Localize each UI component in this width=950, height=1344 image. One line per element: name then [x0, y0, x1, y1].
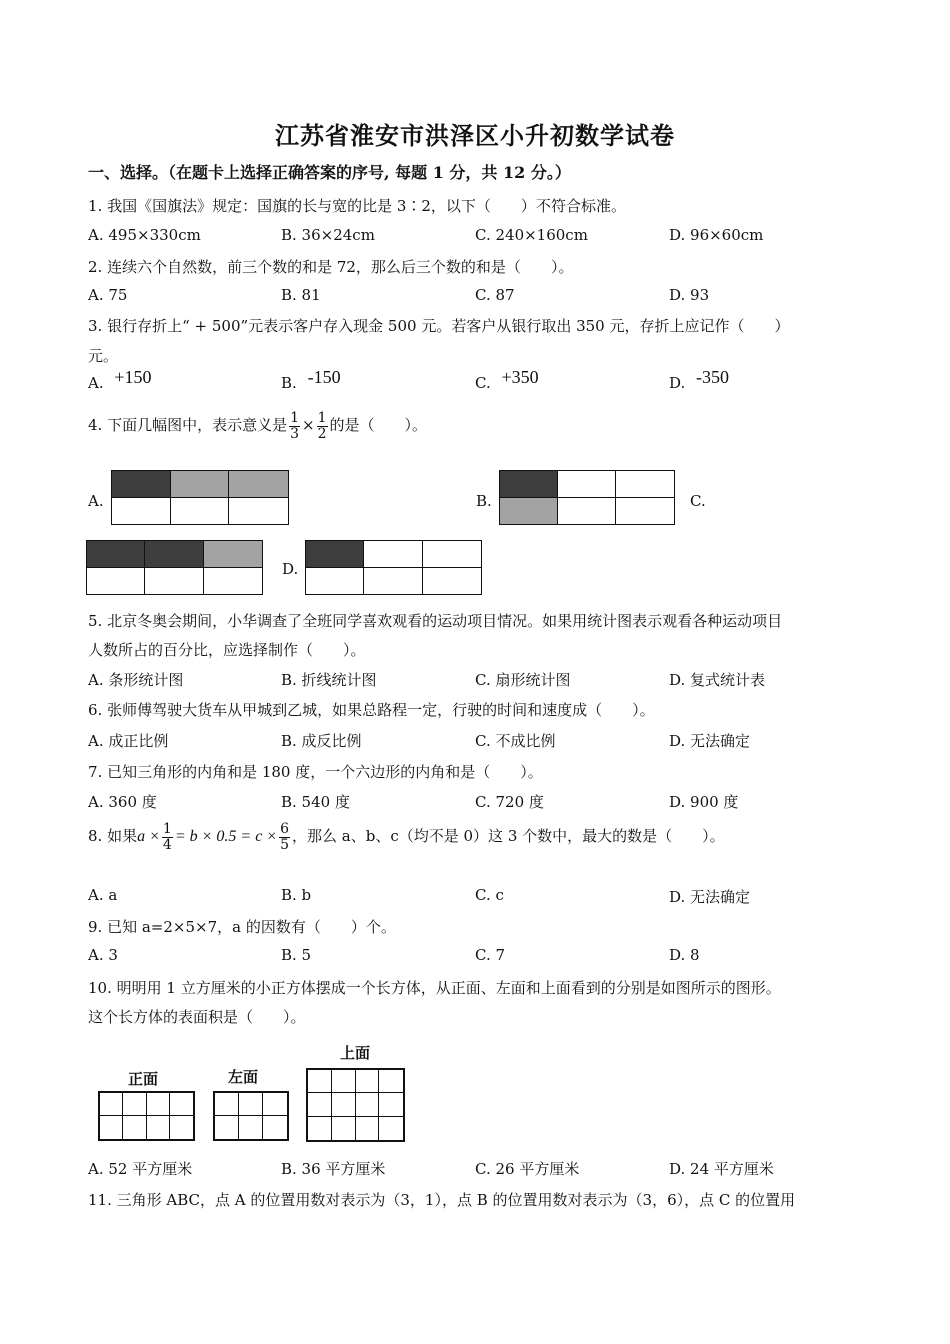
q3-option-c	[475, 367, 539, 393]
q3-option-c-value: +350	[501, 367, 539, 387]
grid-cell	[239, 1093, 263, 1116]
q4-fraction-2-denominator: 2	[317, 425, 327, 442]
question-5-line1: 5. 北京冬奥会期间，小华调查了全班同学喜欢观看的运动项目情况。如果用统计图表示观看各种运动项目	[88, 612, 783, 630]
grid-cell	[308, 1093, 332, 1116]
grid-cell	[100, 1093, 123, 1116]
q4-figure-d	[305, 540, 482, 595]
grid-cell	[356, 1093, 380, 1116]
q4-fraction-2	[317, 411, 328, 441]
grid-cell	[100, 1116, 123, 1139]
q8-fraction-2-denominator: 5	[280, 836, 290, 853]
q8-suffix: ，那么 a、b、c（均不是 0）这 3 个数中，最大的数是（ ）。	[292, 827, 725, 846]
grid-cell	[616, 498, 674, 525]
view-top-grid	[306, 1068, 405, 1142]
q8-prefix: 8. 如果	[88, 827, 138, 846]
q4-times-sign: ×	[302, 416, 315, 435]
view-top-label: 上面	[340, 1044, 371, 1062]
question-10-line1: 10. 明明用 1 立方厘米的小正方体摆成一个长方体，从正面、左面和上面看到的分别是如图所示的图形。	[88, 979, 781, 997]
grid-cell-shaded-light	[229, 471, 288, 498]
grid-cell	[332, 1117, 356, 1140]
q3-option-b	[281, 367, 341, 393]
q3-option-a-letter: A.	[88, 374, 104, 392]
grid-cell	[558, 498, 616, 525]
grid-cell-shaded-dark	[112, 471, 171, 498]
grid-cell-shaded-light	[204, 541, 262, 568]
q2-option-a: A. 75	[88, 286, 128, 304]
grid-cell	[332, 1093, 356, 1116]
grid-cell	[308, 1117, 332, 1140]
grid-cell	[171, 498, 230, 525]
q4-prefix: 4. 下面几幅图中，表示意义是	[88, 416, 288, 435]
grid-cell	[308, 1070, 332, 1093]
grid-cell	[215, 1093, 239, 1116]
q4-figure-d-label: D.	[282, 560, 299, 578]
q7-option-a: A. 360 度	[88, 793, 157, 811]
q8-equation-a: a ×	[137, 828, 160, 846]
page-title: 江苏省淮安市洪泽区小升初数学试卷	[275, 121, 675, 150]
question-7: 7. 已知三角形的内角和是 180 度，一个六边形的内角和是（ ）。	[88, 763, 543, 781]
grid-cell	[364, 568, 422, 595]
q5-option-c: C. 扇形统计图	[475, 671, 571, 689]
q8-fraction-2	[279, 822, 290, 852]
grid-cell	[616, 471, 674, 498]
q3-option-c-letter: C.	[475, 374, 491, 392]
q10-option-a: A. 52 平方厘米	[88, 1160, 193, 1178]
q4-figure-c-label: C.	[690, 492, 706, 510]
grid-cell	[364, 541, 422, 568]
question-4	[88, 411, 427, 441]
grid-cell	[170, 1093, 193, 1116]
q10-option-c: C. 26 平方厘米	[475, 1160, 580, 1178]
grid-cell	[332, 1070, 356, 1093]
q8-option-d: D. 无法确定	[669, 888, 751, 906]
q3-option-d	[669, 367, 730, 393]
q10-option-b: B. 36 平方厘米	[281, 1160, 386, 1178]
view-left-grid	[213, 1091, 289, 1141]
q6-option-b: B. 成反比例	[281, 732, 362, 750]
q4-figure-b	[499, 470, 675, 525]
q6-option-c: C. 不成比例	[475, 732, 556, 750]
q3-option-d-letter: D.	[669, 374, 686, 392]
q4-figure-a	[111, 470, 289, 525]
q1-option-d: D. 96×60cm	[669, 226, 764, 244]
q7-option-b: B. 540 度	[281, 793, 350, 811]
q8-fraction-1-denominator: 4	[162, 836, 172, 853]
question-3-line2: 元。	[88, 347, 119, 365]
q3-option-b-letter: B.	[281, 374, 297, 392]
question-10-line2: 这个长方体的表面积是（ ）。	[88, 1008, 306, 1026]
grid-cell	[306, 568, 364, 595]
grid-cell	[558, 471, 616, 498]
grid-cell	[379, 1070, 403, 1093]
view-left-label: 左面	[228, 1068, 259, 1086]
question-2: 2. 连续六个自然数，前三个数的和是 72，那么后三个数的和是（ ）。	[88, 258, 574, 276]
q4-fraction-1-denominator: 3	[290, 425, 300, 442]
grid-cell	[147, 1093, 170, 1116]
q9-option-b: B. 5	[281, 946, 312, 964]
q8-fraction-1-numerator: 1	[162, 821, 172, 837]
grid-cell	[123, 1093, 146, 1116]
q6-option-d: D. 无法确定	[669, 732, 751, 750]
q2-option-b: B. 81	[281, 286, 321, 304]
q9-option-d: D. 8	[669, 946, 700, 964]
question-5-line2: 人数所占的百分比，应选择制作（ ）。	[88, 641, 366, 659]
grid-cell	[356, 1070, 380, 1093]
question-1: 1. 我国《国旗法》规定：国旗的长与宽的比是 3∶2，以下（ ）不符合标准。	[88, 197, 626, 215]
q3-option-a	[88, 367, 152, 393]
q3-option-d-value: -350	[696, 367, 730, 387]
q4-fraction-2-numerator: 1	[317, 410, 327, 426]
grid-cell	[423, 568, 481, 595]
grid-cell	[263, 1093, 287, 1116]
grid-cell	[423, 541, 481, 568]
q3-option-a-value: +150	[114, 367, 152, 387]
q4-figure-c	[86, 540, 263, 595]
q4-figure-a-label: A.	[88, 492, 104, 510]
grid-cell-shaded-light	[500, 498, 558, 525]
q6-option-a: A. 成正比例	[88, 732, 169, 750]
question-11: 11. 三角形 ABC，点 A 的位置用数对表示为（3，1），点 B 的位置用数对表示为（3，6），点 C 的位置用	[88, 1191, 796, 1209]
grid-cell-shaded-dark	[306, 541, 364, 568]
grid-cell	[204, 568, 262, 595]
view-front-grid	[98, 1091, 195, 1141]
q4-fraction-1-numerator: 1	[290, 410, 300, 426]
grid-cell	[356, 1117, 380, 1140]
q8-equation-b: = b × 0.5 = c ×	[174, 828, 278, 846]
question-3-line1: 3. 银行存折上“ + 500”元表示客户存入现金 500 元。若客户从银行取出 350 元，存折上应记作（ ）	[88, 317, 790, 335]
q5-option-d: D. 复式统计表	[669, 671, 766, 689]
q4-suffix: 的是（ ）。	[329, 416, 428, 435]
q9-option-a: A. 3	[88, 946, 118, 964]
q8-option-c: C. c	[475, 886, 504, 904]
grid-cell	[145, 568, 203, 595]
grid-cell	[147, 1116, 170, 1139]
grid-cell	[87, 568, 145, 595]
q1-option-c: C. 240×160cm	[475, 226, 588, 244]
q1-option-b: B. 36×24cm	[281, 226, 375, 244]
question-8	[88, 822, 725, 852]
grid-cell	[379, 1093, 403, 1116]
q8-fraction-1	[162, 822, 173, 852]
grid-cell-shaded-dark	[87, 541, 145, 568]
section-heading: 一、选择。（在题卡上选择正确答案的序号, 每题 1 分，共 12 分。）	[88, 163, 571, 182]
q2-option-d: D. 93	[669, 286, 710, 304]
q8-option-a: A. a	[88, 886, 118, 904]
q7-option-c: C. 720 度	[475, 793, 544, 811]
grid-cell	[112, 498, 171, 525]
view-front-label: 正面	[128, 1070, 159, 1088]
q2-option-c: C. 87	[475, 286, 515, 304]
grid-cell	[379, 1117, 403, 1140]
question-6: 6. 张师傅驾驶大货车从甲城到乙城，如果总路程一定，行驶的时间和速度成（ ）。	[88, 701, 655, 719]
grid-cell	[215, 1116, 239, 1139]
grid-cell	[123, 1116, 146, 1139]
grid-cell	[239, 1116, 263, 1139]
q5-option-a: A. 条形统计图	[88, 671, 184, 689]
q9-option-c: C. 7	[475, 946, 506, 964]
grid-cell-shaded-dark	[145, 541, 203, 568]
grid-cell	[229, 498, 288, 525]
q5-option-b: B. 折线统计图	[281, 671, 377, 689]
q8-fraction-2-numerator: 6	[280, 821, 290, 837]
q7-option-d: D. 900 度	[669, 793, 739, 811]
grid-cell	[263, 1116, 287, 1139]
q8-option-b: B. b	[281, 886, 312, 904]
grid-cell-shaded-light	[171, 471, 230, 498]
question-9: 9. 已知 a=2×5×7，a 的因数有（ ）个。	[88, 918, 396, 936]
q4-figure-b-label: B.	[476, 492, 492, 510]
q10-option-d: D. 24 平方厘米	[669, 1160, 774, 1178]
grid-cell-shaded-dark	[500, 471, 558, 498]
q3-option-b-value: -150	[307, 367, 341, 387]
q1-option-a: A. 495×330cm	[88, 226, 201, 244]
q4-fraction-1	[289, 411, 300, 441]
grid-cell	[170, 1116, 193, 1139]
